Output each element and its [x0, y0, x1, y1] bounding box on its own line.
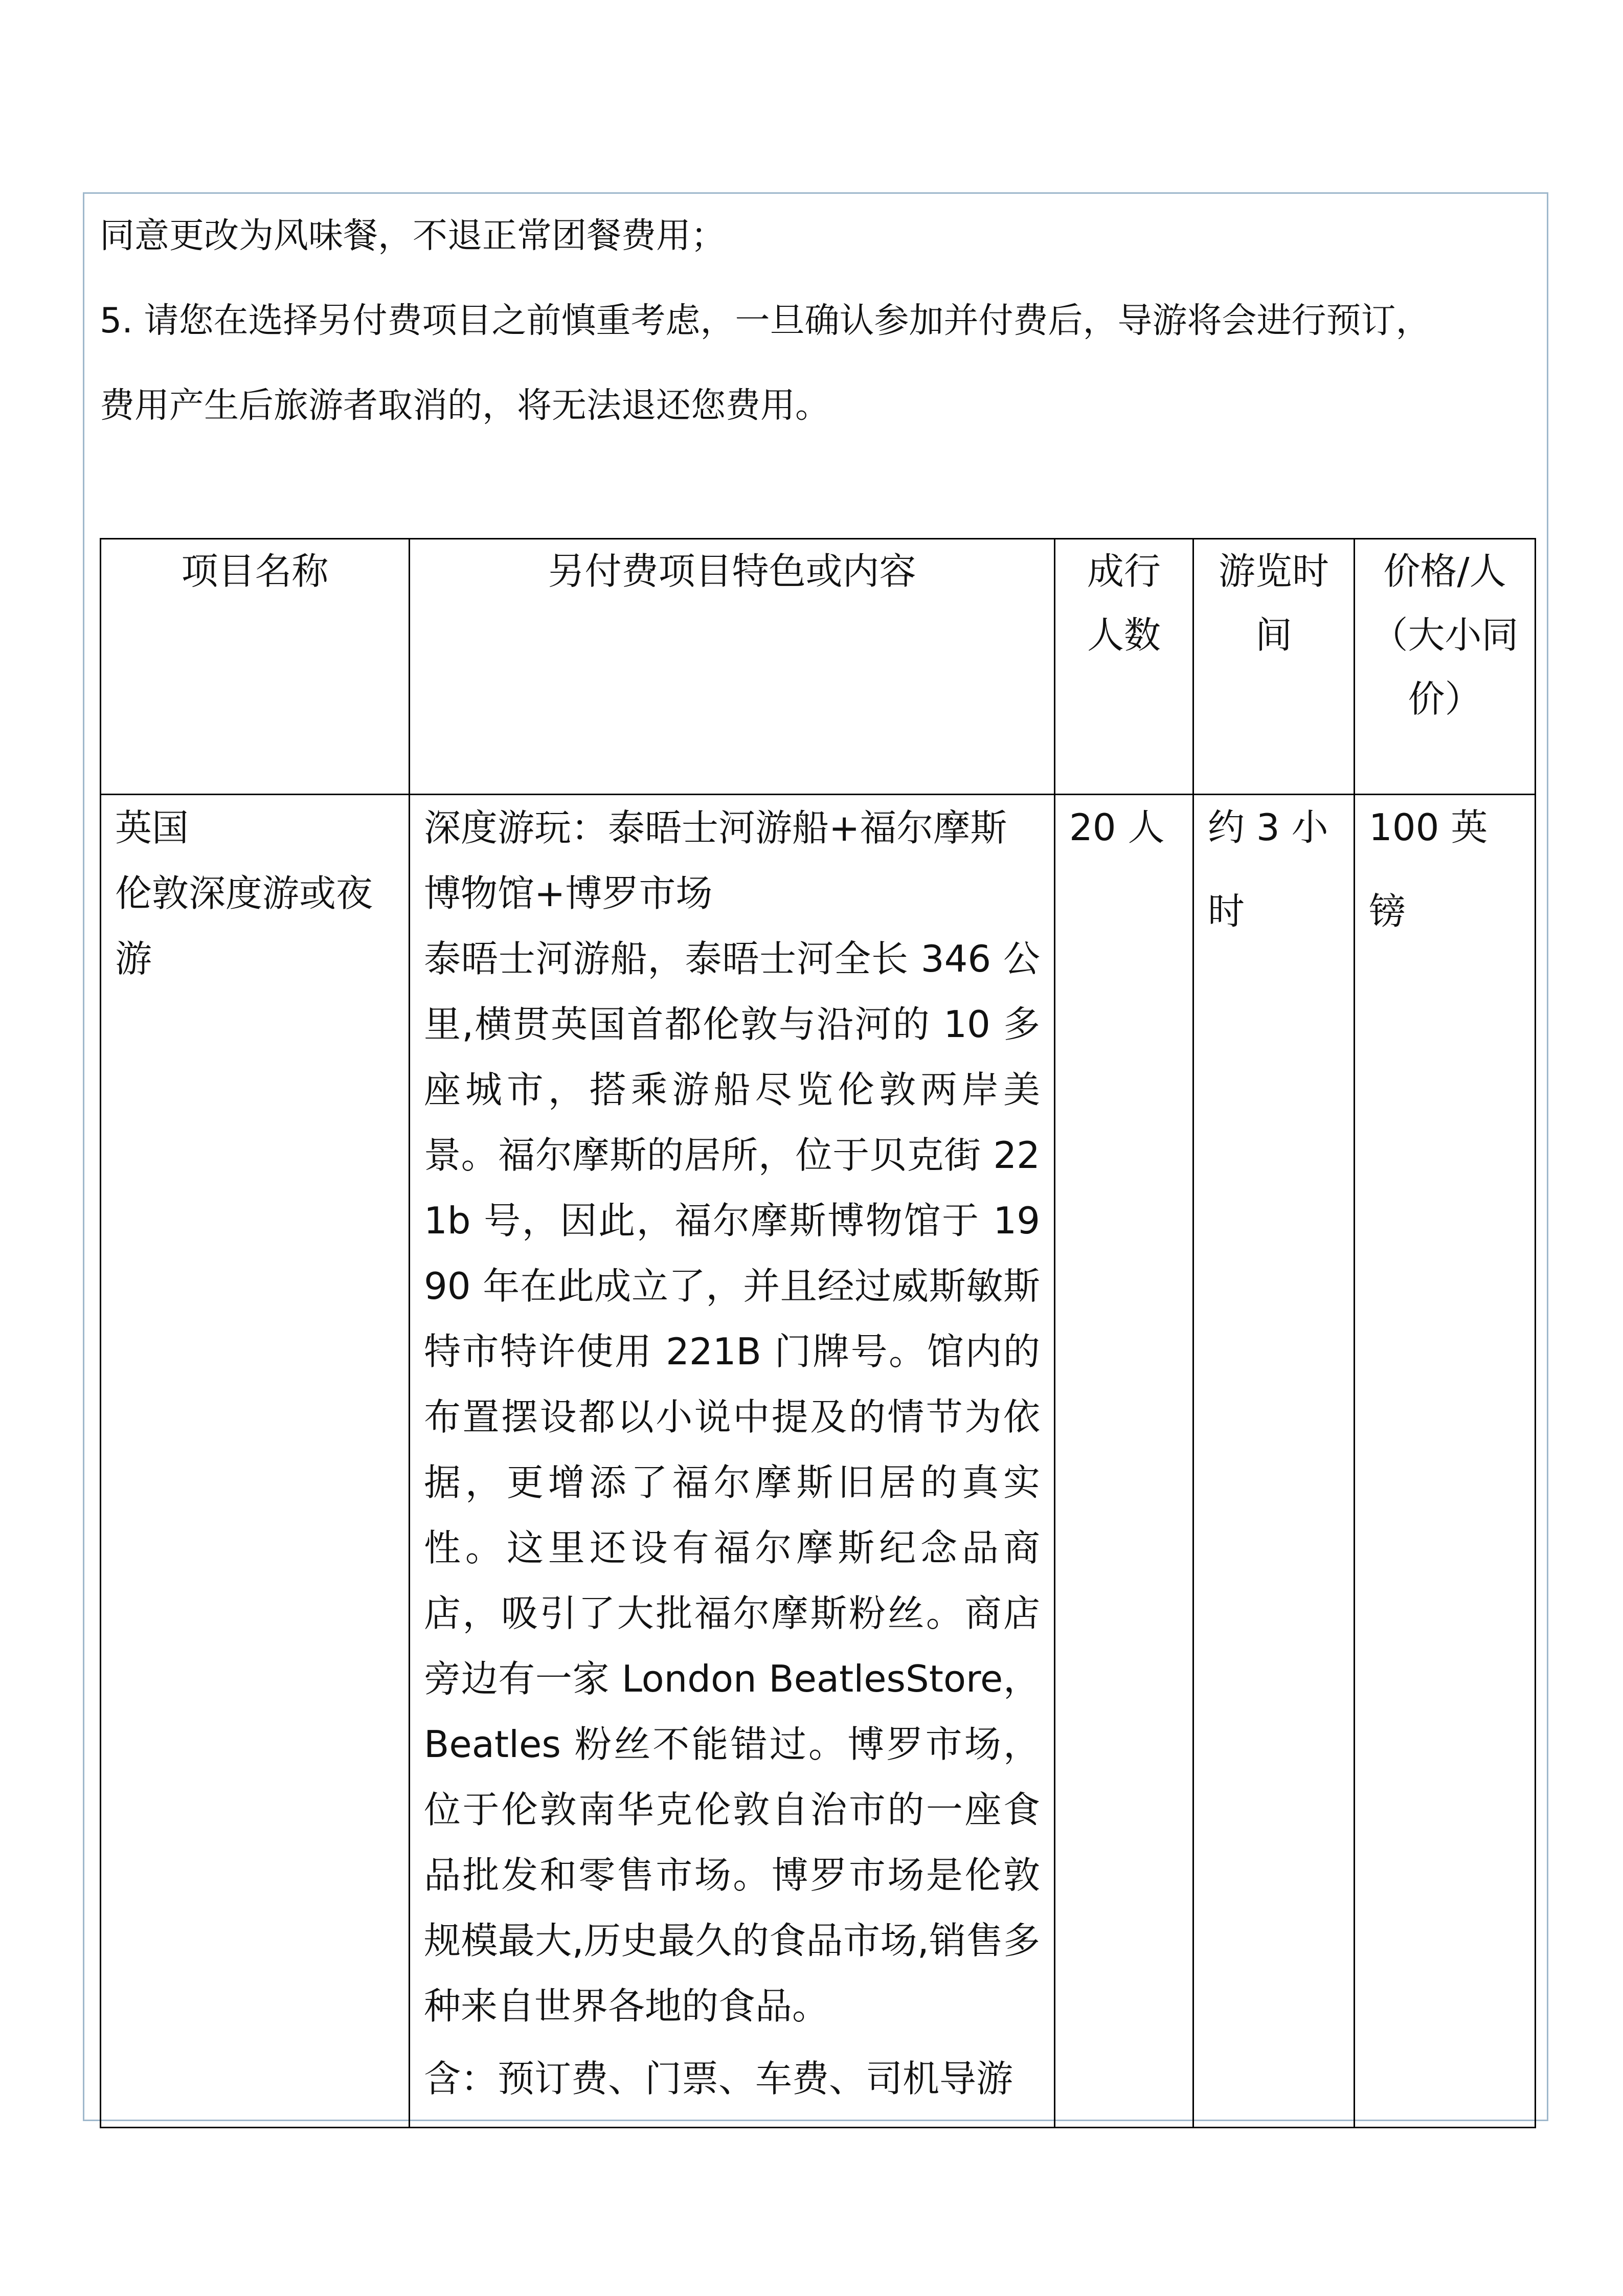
item-price: 100 英镑 [1369, 806, 1488, 933]
header-price [1355, 539, 1536, 795]
item-count: 20 人 [1069, 806, 1165, 849]
header-desc [410, 539, 1055, 795]
cell-name [101, 795, 410, 2128]
cell-price [1355, 795, 1536, 2128]
table-row [101, 795, 1536, 2128]
header-name [101, 539, 410, 795]
cell-desc [410, 795, 1055, 2128]
table-header-row [101, 539, 1536, 795]
intro-line-2: 5. 请您在选择另付费项目之前慎重考虑，一旦确认参加并付费后，导游将会进行预订， [100, 301, 1431, 341]
item-time: 约 3 小时 [1208, 806, 1328, 933]
optional-fee-table [100, 538, 1536, 2128]
header-name-label: 项目名称 [181, 550, 329, 593]
cell-count [1055, 795, 1193, 2128]
intro-line-1: 同意更改为风味餐，不退正常团餐费用； [100, 216, 726, 256]
header-count [1055, 539, 1193, 795]
header-time [1193, 539, 1355, 795]
header-desc-label: 另付费项目特色或内容 [548, 550, 916, 593]
header-price-label: 价格/人（大小同价） [1371, 550, 1519, 721]
cell-time [1193, 795, 1355, 2128]
item-name-line-1: 英国 [115, 806, 189, 849]
item-name-line-2: 伦敦深度游或夜游 [115, 872, 373, 980]
intro-line-3: 费用产生后旅游者取消的，将无法退还您费用。 [100, 386, 830, 426]
item-desc-body: 泰晤士河游船，泰晤士河全长 346 公里,横贯英国首都伦敦与沿河的 10 多座城市，搭乘游船尽览伦敦两岸美景。福尔摩斯的居所，位于贝克街 221b 号，因此，福尔摩斯博物馆于 1990 年在此成立了，并且经过威斯敏斯特市特许使用 221B 门牌号。馆内的布置摆设都以小说中提及的情节为依据，更增添了福尔摩斯旧居的真实性。这里还设有福尔摩斯纪念品商店，吸引了大批福尔摩斯粉丝。商店旁边有一家 London BeatlesStore，Beatles 粉丝不能错过。博罗市场，位于伦敦南华克伦敦自治市的一座食品批发和零售市场。博罗市场是伦敦规模最大,历史最久的食品市场,销售多种来自世界各地的食品。 [424, 937, 1040, 2028]
item-desc-note: 含：预订费、门票、车费、司机导游 [424, 2057, 1013, 2100]
header-count-label: 成行人数 [1087, 550, 1161, 657]
header-time-label: 游览时间 [1218, 550, 1329, 657]
item-desc-title: 深度游玩：泰晤士河游船+福尔摩斯博物馆+博罗市场 [424, 806, 1007, 915]
